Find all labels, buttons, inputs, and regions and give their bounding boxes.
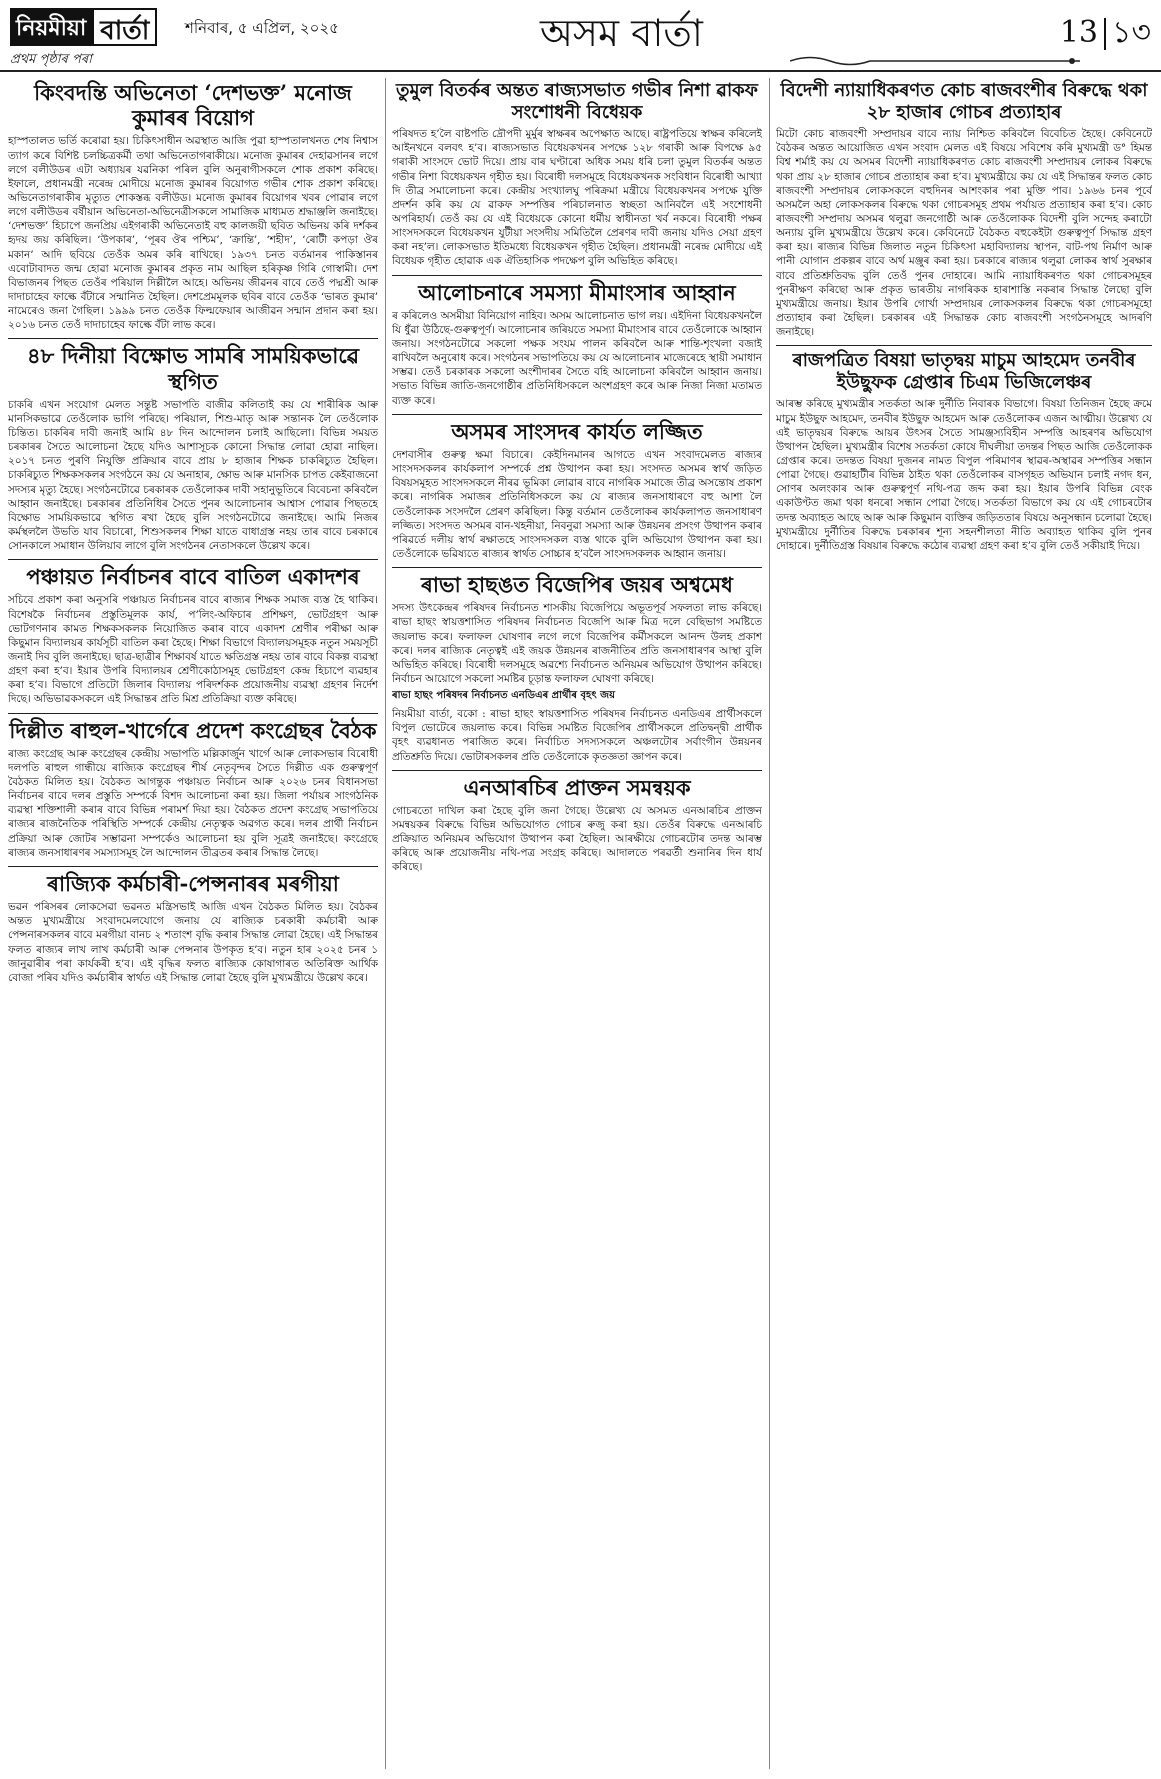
- article-waqf: [392, 80, 762, 269]
- article-divider: [392, 414, 762, 415]
- headline-bjp[interactable]: ৰাভা হাছঙত বিজেপিৰ জয়ৰ অশ্বমেধ: [421, 572, 733, 598]
- newspaper-logo[interactable]: [10, 8, 157, 46]
- page-number-latin: 13: [1059, 15, 1099, 50]
- body-pension: ভৱন পৰিসৰৰ লোকসেৱা ভৱনত মন্ত্ৰিসভাই আজি এখন বৈঠকত মিলিত হয়। বৈঠকৰ অন্তত মুখ্যমন্ত্ৰীয়ে সংবাদমেলযোগে জনায় যে ৰাজ্যিক চৰকাৰী কৰ্মচাৰী আৰু পেন্সনাৰসকলৰ বাবে মৰগীয়া বানচ ২ শতাংশ বৃদ্ধি কৰাৰ সিদ্ধান্ত লোৱা হৈছে। এই সিদ্ধান্তৰ ফলত ৰাজ্যৰ লাখ লাখ কৰ্মচাৰী আৰু পেন্সনাৰ উপকৃত হ’ব। নতুন হাৰ ২০২৫ চনৰ ১ জানুৱাৰীৰ পৰা কাৰ্যকৰী হ’ব। এই বৃদ্ধিৰ ফলত ৰাজ্যিক কোষাগাৰত অতিৰিক্ত আৰ্থিক বোজা পৰিব যদিও কৰ্মচাৰীৰ স্বাৰ্থত এই সিদ্ধান্ত লোৱা হৈছে বুলি মুখ্যমন্ত্ৰীয়ে উল্লেখ কৰে।: [8, 901, 378, 984]
- headline-pension[interactable]: ৰাজ্যিক কৰ্মচাৰী-পেন্সনাৰৰ মৰগীয়া: [47, 870, 339, 896]
- headline-tanveer[interactable]: ৰাজপত্ৰিত বিষয়া ভাতৃদ্বয় মাচুম আহমেদ তনবীৰ ইউছুফক গ্ৰেপ্তাৰ চিএম ভিজিলেঞ্চৰ: [792, 350, 1136, 393]
- headline-panchayat[interactable]: পঞ্চায়ত নিৰ্বাচনৰ বাবে বাতিল একাদশৰ: [26, 564, 360, 590]
- article-congress: [8, 718, 378, 860]
- body-manoj: হাস্পতালত ভৰ্তি কৰোৱা হয়। চিকিৎসাধীন অৱস্থাত আজি পুৱা হাস্পতালখনত শেষ নিশ্বাস ত্যাগ কৰে বিশিষ্ট চলচ্চিত্ৰকৰ্মী তথা অভিনেতাগৰাকীয়ে। মনোজ কুমাৰৰ দেহাৱসানৰ লগে লগে বলীউডৰ এটা অধ্যায়ৰ যৱনিকা পৰিল বুলি অনুৰাগীসকলে শোক প্ৰকাশ কৰিছে। ইফালে, প্ৰধানমন্ত্ৰী নৰেন্দ্ৰ মোদীয়ে মনোজ কুমাৰৰ বিয়োগত গভীৰ শোক প্ৰকাশ কৰিছে। অভিনেতাগৰাকীৰ মৃত্যুত শোকস্তব্ধ বলীউড। মনোজ কুমাৰৰ বিয়োগৰ খবৰ পোৱাৰ লগে লগে বলীউডৰ বৰ্ষীয়ান অভিনেতা-অভিনেত্ৰীসকলে সামাজিক মাধ্যমত শ্ৰদ্ধাঞ্জলি জনাইছে। ‘দেশভক্ত’ হিচাপে জনপ্ৰিয় এইগৰাকী অভিনেতাই বহু কালজয়ী ছবিত অভিনয় কৰি দৰ্শকৰ হৃদয় জয় কৰিছিল। ‘উপকাৰ’, ‘পূৰব ঔৰ পশ্চিম’, ‘ক্ৰান্তি’, ‘শহীদ’, ‘ৰোটী কপড়া ঔৰ মকান’ আদি ছবিয়ে তেওঁক অমৰ কৰি ৰাখিছে। ১৯৩৭ চনত বৰ্তমানৰ পাকিস্তানৰ এবোটাবাদত জন্ম হোৱা মনোজ কুমাৰৰ প্ৰকৃত নাম আছিল হৰিকৃষ্ণ গিৰি গোস্বামী। দেশ বিভাজনৰ পিছত তেওঁৰ পৰিয়াল দিল্লীলৈ আহে। অভিনয় জীৱনৰ বাবে তেওঁ পদ্মশ্ৰী আৰু দাদাচাহেব ফাল্কে বঁটাৰে সন্মানিত হৈছিল। দেশপ্ৰেমমূলক ছবিৰ বাবে তেওঁক ‘ভাৰত কুমাৰ’ নামেৰেও জনা গৈছিল। ১৯৯৯ চনত তেওঁক ফিল্মফেয়াৰ আজীৱন সন্মান প্ৰদান কৰা হয়। ২০১৬ চনত তেওঁ দাদাচাহেব ফাল্কে বঁটা লাভ কৰে।: [8, 135, 378, 332]
- article-manoj: [8, 80, 378, 332]
- continued-label: প্ৰথম পৃষ্ঠাৰ পৰা: [10, 52, 92, 67]
- subhead-bjp: ৰাভা হাছং পৰিষদৰ নিৰ্বাচনত এনডিএৰ প্ৰাৰ্থীৰ বৃহৎ জয়: [392, 690, 615, 702]
- headline-nrc[interactable]: এনআৰচিৰ প্ৰাক্তন সমন্বয়ক: [463, 774, 691, 800]
- article-mps: [392, 419, 762, 561]
- logo-part1: নিয়মীয়া: [10, 8, 92, 46]
- article-bjp: [392, 572, 762, 764]
- article-panchayat: [8, 564, 378, 706]
- body-waqf: পৰিষদত হ’লৈ বাষ্টপতি দ্ৰৌপদী মুৰ্মুৰ স্বাক্ষৰৰ অপেক্ষাত আছে। ৰাষ্ট্ৰপতিয়ে স্বাক্ষৰ কৰিলেই আইনখনে বলবৎ হ’ব। ৰাজ্যসভাত বিধেয়কখনৰ সপক্ষে ১২৮ গৰাকী আৰু বিপক্ষে ৯৫ গৰাকী সাংসদে ভোট দিয়ে। প্ৰায় বাৰ ঘণ্টাৰো অধিক সময় ধৰি চলা তুমুল বিতৰ্কৰ অন্তত গভীৰ নিশা বিধেয়কখন গৃহীত হয়। বিৰোধী দলসমূহে বিধেয়কখনক সংবিধান বিৰোধী আখ্যা দি তীব্ৰ সমালোচনা কৰে। কেন্দ্ৰীয় সংখ্যালঘু পৰিক্ৰমা মন্ত্ৰীয়ে বিধেয়কখনৰ সপক্ষে যুক্তি প্ৰদৰ্শন কৰি কয় যে ৱাকফ সম্পত্তিৰ পৰিচালনাত স্বচ্ছতা আনিবলৈ এই সংশোধনী অপৰিহাৰ্য। তেওঁ কয় যে এই বিধেয়কে কোনো ধৰ্মীয় স্বাধীনতা খৰ্ব নকৰে। বিৰোধী পক্ষৰ সাংসদসকলে বিধেয়কখন যুটীয়া সংসদীয় সমিতিলৈ প্ৰেৰণৰ দাবী জনায় যদিও সেয়া গ্ৰহণ কৰা নহ’ল। লোকসভাত ইতিমধ্যে বিধেয়কখন গৃহীত হৈছিল। প্ৰধানমন্ত্ৰী নৰেন্দ্ৰ মোদীয়ে এই বিধেয়ক গৃহীত হোৱাক এক ঐতিহাসিক পদক্ষেপ বুলি অভিহিত কৰিছে।: [392, 128, 762, 268]
- column-middle: [392, 78, 762, 1769]
- article-divider: [776, 345, 1152, 346]
- body-tanveer: আৰম্ভ কৰিছে মুখ্যমন্ত্ৰীৰ সতৰ্কতা আৰু দুৰ্নীতি নিবাৰক বিভাগে। বিষয়া তিনিজন হৈছে ক্ৰমে মাচুম ইউছুফ আহমেদ, তনবীৰ ইউছুফ আহমেদ আৰু তেওঁলোকৰ এজন আত্মীয়। উল্লেখ্য যে এই ভাতৃদ্বয়ৰ বিৰুদ্ধে আয়ৰ উৎসৰ সৈতে সামঞ্জস্যবিহীন সম্পত্তি আহৰণৰ অভিযোগ উত্থাপন হৈছিল। মুখ্যমন্ত্ৰীৰ বিশেষ সতৰ্কতা কোষে দীঘলীয়া তদন্তৰ পিছত আজি তেওঁলোকক গ্ৰেপ্তাৰ কৰে। তদন্তত বিষয়া দুজনৰ নামত বিপুল পৰিমাণৰ স্থাৱৰ-অস্থাৱৰ সম্পত্তিৰ সন্ধান পোৱা গৈছে। গুৱাহাটীৰ বিভিন্ন ঠাইত থকা তেওঁলোকৰ বাসগৃহত অভিযান চলাই নগদ ধন, সোণৰ অলংকাৰ আৰু গুৰুত্বপূৰ্ণ নথি-পত্ৰ জব্দ কৰা হয়। ইয়াৰ উপৰি বিভিন্ন বেংক একাউণ্টত জমা থকা ধনৰো সন্ধান পোৱা গৈছে। সতৰ্কতা বিভাগে কয় যে এই গোচৰটোৰ তদন্ত অব্যাহত আছে আৰু আৰু কিছুমান ব্যক্তিৰ জড়িততাৰ বিষয়ে অনুসন্ধান চলোৱা হৈছে। মুখ্যমন্ত্ৰীয়ে দুৰ্নীতিৰ বিৰুদ্ধে চৰকাৰৰ শূন্য সহনশীলতা নীতি অব্যাহত থাকিব বুলি পুনৰ দোহাৰে। দুৰ্নীতিগ্ৰস্ত বিষয়াৰ বিৰুদ্ধে কঠোৰ ব্যৱস্থা গ্ৰহণ কৰা হ’ব বুলি তেওঁ সকীয়াই দিয়ে।: [776, 398, 1152, 552]
- article-divider: [8, 866, 378, 867]
- headline-mps[interactable]: অসমৰ সাংসদৰ কাৰ্যত লজ্জিত: [451, 418, 703, 444]
- headline-tribunal[interactable]: বিদেশী ন্যায়াধিকৰণত কোচ ৰাজবংশীৰ বিৰুদ্ধে থকা ২৮ হাজাৰ গোচৰ প্ৰত্যাহাৰ: [780, 80, 1148, 123]
- body-nrc: গোচৰতো দাখিল কৰা হৈছে বুলি জনা গৈছে। উল্লেখ্য যে অসমত এনআৰচিৰ প্ৰাক্তন সমন্বয়কৰ বিৰুদ্ধে বিভিন্ন অভিযোগত গোচৰ ৰুজু কৰা হয়। তেওঁৰ বিৰুদ্ধে এনআৰচি প্ৰক্ৰিয়াত অনিয়মৰ অভিযোগ উত্থাপন কৰা হৈছিল। আৰক্ষীয়ে গোচৰটোৰ তদন্ত আৰম্ভ কৰিছে আৰু প্ৰয়োজনীয় নথি-পত্ৰ সংগ্ৰহ কৰিছে। আদালতে পৰৱৰ্তী শুনানিৰ দিন ধাৰ্য কৰিছে।: [392, 804, 762, 874]
- headline-manoj[interactable]: কিংবদন্তি অভিনেতা ‘দেশভক্ত’ মনোজ কুমাৰৰ বিয়োগ: [34, 80, 352, 131]
- article-divider: [8, 338, 378, 339]
- article-pension: [8, 871, 378, 985]
- article-tanveer: [776, 350, 1152, 553]
- article-tribunal: [776, 80, 1152, 339]
- body-meeting: ৰ কৰিলেও অসমীয়া বিনিয়োগ নাহিব। অসম আলোচনাত ভাগ লয়। এইদিনা বিধেয়কখনলৈ যি ধুঁৱা উঠিছে-গুৰুত্বপূৰ্ণ। আলোচনাৰ জৰিয়তে সমস্যা মীমাংসাৰ বাবে তেওঁলোকে আহ্বান জনায়। সংগঠনটোৱে সকলো পক্ষক সংযম পালন কৰিবলৈ আৰু শান্তি-শৃংখলা বজাই ৰাখিবলৈ অনুৰোধ কৰে। সংগঠনৰ সভাপতিয়ে কয় যে আলোচনাৰ মাজেৰেহে স্থায়ী সমাধান সম্ভৱ। তেওঁ চৰকাৰক সকলো অংশীদাৰৰ সৈতে বহি আলোচনা কৰিবলৈ আহ্বান জনায়। সভাত বিভিন্ন জাতি-জনগোষ্ঠীৰ প্ৰতিনিধিসকলে অংশগ্ৰহণ কৰে আৰু নিজা নিজা মতামত ব্যক্ত কৰে।: [392, 309, 762, 407]
- page-number-bengali: ১৩: [1112, 15, 1151, 50]
- article-divider: [392, 770, 762, 771]
- article-divider: [8, 713, 378, 714]
- body-mps: দেশবাসীৰ গুৰুত্ব ক্ষমা বিচাৰে। কেইদিনমানৰ আগতে এখন সংবাদমেলত ৰাজ্যৰ সাংসদসকলৰ কাৰ্যকলাপ সম্পৰ্কে প্ৰশ্ন উত্থাপন কৰা হয়। সংসদত অসমৰ স্বাৰ্থ জড়িত বিষয়সমূহত সাংসদসকলে নীৰৱ ভূমিকা লোৱাৰ বাবে নাগৰিক সমাজে তীব্ৰ অসন্তোষ প্ৰকাশ কৰে। নাগৰিক সমাজৰ প্ৰতিনিধিসকলে কয় যে ৰাজ্যৰ জনসাধাৰণে বহু আশা লৈ তেওঁলোকক সংসদলৈ প্ৰেৰণ কৰিছিল। কিন্তু বৰ্তমান তেওঁলোকৰ কাৰ্যকলাপত জনসাধাৰণ লজ্জিত। সংসদত অসমৰ বান-খহনীয়া, নিবনুৱা সমস্যা আৰু উন্নয়নৰ প্ৰসংগ উত্থাপন কৰাৰ পৰিৱৰ্তে দলীয় স্বাৰ্থ ৰক্ষাতহে সাংসদসকল ব্যস্ত থাকে বুলি অভিযোগ উত্থাপন কৰা হয়। তেওঁলোকে ভৱিষ্যতে ৰাজ্যৰ স্বাৰ্থত সোচ্চাৰ হ’বলৈ সাংসদসকলক আহ্বান জনায়।: [392, 448, 762, 560]
- headline-congress[interactable]: দিল্লীত ৰাহুল-খাৰ্গেৰে প্ৰদেশ কংগ্ৰেছৰ বৈঠক: [9, 717, 377, 743]
- headline-strike[interactable]: ৪৮ দিনীয়া বিক্ষোভ সামৰি সাময়িকভাৱে স্থগিত: [26, 343, 360, 394]
- issue-date: শনিবাৰ, ৫ এপ্ৰিল, ২০২৫: [185, 19, 339, 37]
- body-panchayat: সচিবে প্ৰকাশ কৰা অনুসৰি পঞ্চায়ত নিৰ্বাচনৰ বাবে ৰাজ্যৰ শিক্ষক সমাজ ব্যস্ত হৈ থাকিব। বিশেষকৈ নিৰ্বাচনৰ প্ৰস্তুতিমূলক কাৰ্য, প’লিং-অফিচাৰ প্ৰশিক্ষণ, ভোটগ্ৰহণ আৰু ভোটগণনাৰ কামত শিক্ষকসকলক নিয়োজিত কৰাৰ বাবে একাদশ শ্ৰেণীৰ পৰীক্ষা আৰু কিছুমান বিদ্যালয়ৰ কাৰ্যসূচী বাতিল কৰা হৈছে। শিক্ষা বিভাগে বিদ্যালয়সমূহক নতুন সময়সূচী জনাই দিব বুলি জনাইছে। ছাত্ৰ-ছাত্ৰীৰ শিক্ষাবৰ্ষ যাতে ক্ষতিগ্ৰস্ত নহয় তাৰ বাবে বিকল্প ব্যৱস্থা গ্ৰহণ কৰা হ’ব। ইয়াৰ উপৰি বিদ্যালয়ৰ শ্ৰেণীকোঠাসমূহ ভোটগ্ৰহণ কেন্দ্ৰ হিচাপে ব্যৱহাৰ কৰা হ’ব। বিভাগে প্ৰতিটো জিলাৰ বিদ্যালয় পৰিদৰ্শকক প্ৰয়োজনীয় ব্যৱস্থা গ্ৰহণৰ নিৰ্দেশ দিছে। অভিভাৱকসকলে এই সিদ্ধান্তৰ প্ৰতি মিশ্ৰ প্ৰতিক্ৰিয়া ব্যক্ত কৰিছে।: [8, 594, 378, 706]
- body-strike: চাকৰি এখন সংযোগ মেলত সন্তুষ্ট সভাপতি বাজীৱ কলিতাই কয় যে শাৰীৰিক আৰু মানসিকভাৱে তেওঁলোক ভাগি পৰিছে। পৰিয়াল, শিশু-মাতৃ আৰু সন্তানক লৈ তেওঁলোক চিন্তিত। চাকৰিৰ দাবী জনাই আমি ৪৮ দিন আন্দোলন চলাই আছিলো। বিভিন্ন সময়ত চৰকাৰৰ সৈতে আলোচনা হৈছে যদিও আশাসূচক কোনো সিদ্ধান্ত লোৱা হোৱা নাছিল। ২০১৭ চনত পুৰণি নিযুক্তি প্ৰক্ৰিয়াৰ বাবে প্ৰায় ৮ হাজাৰ শিক্ষক চাকৰিচ্যুত হৈছিল। চাকৰিচ্যুত শিক্ষকসকলৰ সংগঠনে কয় যে অনাহাৰ, ক্ষোভ আৰু মানসিক চাপত কেইবাজনো সদস্যৰ মৃত্যু হৈছে। সংগঠনটোৱে চৰকাৰক তেওঁলোকৰ দাবী সহানুভূতিৰে বিবেচনা কৰিবলৈ আহ্বান জনাইছে। চৰকাৰৰ প্ৰতিনিধিৰ সৈতে পুনৰ আলোচনাৰ আশ্বাস পোৱাৰ পিছতহে বিক্ষোভ সাময়িকভাৱে স্থগিত ৰখা হৈছে বুলি সংগঠনটোৱে জনাইছে। আমি নিজৰ কৰ্মস্থললৈ উভতি যাব বিচাৰো, শিশুসকলৰ শিক্ষা যাতে বাধাগ্ৰস্ত নহয় তাৰ বাবে চৰকাৰে সোনকালে সমাধান উলিয়াব লাগে বুলি সংগঠনৰ নেতাসকলে উল্লেখ কৰে।: [8, 398, 378, 553]
- body-tribunal: মিটো কোচ ৰাজবংশী সম্প্ৰদায়ৰ বাবে ন্যায় নিশ্চিত কৰিবলৈ বিবেচিত হৈছে। কেবিনেটে বৈঠকৰ অন্তত আয়োজিত এখন সংবাদ মেলত এই বিষয়ে সবিশেষ কৰি মুখ্যমন্ত্ৰী ড° হিমন্ত বিশ্ব শৰ্মাই কয় যে অসমৰ বিদেশী ন্যায়াধিকৰণত কোচ ৰাজবংশী সম্প্ৰদায়ৰ লোকৰ বিৰুদ্ধে থকা প্ৰায় ২৮ হাজাৰ গোচৰ প্ৰত্যাহাৰ কৰা হ’ব। মুখ্যমন্ত্ৰীয়ে কয় যে এই সিদ্ধান্তৰ ফলত কোচ ৰাজবংশী সম্প্ৰদায়ৰ লোকসকলে বহুদিনৰ আশংকাৰ পৰা মুক্তি পাব। ১৯৬৬ চনৰ পূৰ্বে অসমলৈ অহা লোকসকলৰ বিৰুদ্ধে থকা গোচৰসমূহ প্ৰথম পৰ্যায়ত প্ৰত্যাহাৰ কৰা হ’ব। কোচ ৰাজবংশী সম্প্ৰদায় অসমৰ থলুৱা জনগোষ্ঠী আৰু তেওঁলোকক বিদেশী বুলি সন্দেহ কৰাটো অন্যায় বুলি মুখ্যমন্ত্ৰীয়ে উল্লেখ কৰে। কেবিনেটে বৈঠকত বহুকেইটা গুৰুত্বপূৰ্ণ সিদ্ধান্ত গ্ৰহণ কৰা হয়। ৰাজ্যৰ বিভিন্ন জিলাত নতুন চিকিৎসা মহাবিদ্যালয় স্থাপন, বাট-পথ নিৰ্মাণ আৰু পানী যোগান প্ৰকল্পৰ বাবে অৰ্থ মঞ্জুৰ কৰা হয়। চৰকাৰে ৰাজ্যৰ থলুৱা লোকৰ স্বাৰ্থ সুৰক্ষাৰ বাবে প্ৰতিশ্ৰুতিবদ্ধ বুলি তেওঁ পুনৰ দোহাৰে। আমি ন্যায়াধিকৰণত থকা গোচৰসমূহৰ পুনৰীক্ষণ কৰিছো আৰু প্ৰকৃত ভাৰতীয় নাগৰিকক হাৰাশাস্তি নকৰাৰ সিদ্ধান্ত লৈছো বুলি মুখ্যমন্ত্ৰীয়ে জনায়। ইয়াৰ উপৰি গোৰ্খা সম্প্ৰদায়ৰ লোকসকলৰ বিৰুদ্ধে থকা গোচৰসমূহো প্ৰত্যাহাৰ কৰা হৈছিল। চৰকাৰৰ এই সিদ্ধান্তক কোচ ৰাজবংশী সংগঠনসমূহে আদৰণি জনাইছে।: [776, 128, 1152, 339]
- column-divider: [385, 78, 386, 1769]
- body-congress: ৰাজ্য কংগ্ৰেছ আৰু কংগ্ৰেছৰ কেন্দ্ৰীয় সভাপতি মল্লিকাৰ্জুন খাৰ্গে আৰু লোকসভাৰ বিৰোধী দলপতি ৰাহুল গান্ধীয়ে ৰাজ্যিক কংগ্ৰেছৰ শীৰ্ষ নেতৃবৃন্দৰ সৈতে দিল্লীত এক গুৰুত্বপূৰ্ণ বৈঠকত মিলিত হয়। বৈঠকত আগন্তুক পঞ্চায়ত নিৰ্বাচন আৰু ২০২৬ চনৰ বিধানসভা নিৰ্বাচনৰ বাবে দলৰ প্ৰস্তুতি সম্পৰ্কে বিশদ আলোচনা কৰা হয়। জিলা পৰ্যায়ৰ সাংগঠনিক ব্যৱস্থা শক্তিশালী কৰাৰ বাবে বিভিন্ন পৰামৰ্শ দিয়া হয়। বৈঠকত প্ৰদেশ কংগ্ৰেছ সভাপতিয়ে ৰাজ্যৰ ৰাজনৈতিক পৰিস্থিতি সম্পৰ্কে কেন্দ্ৰীয় নেতৃত্বক অৱগত কৰে। দলৰ প্ৰাৰ্থী নিৰ্বাচন প্ৰক্ৰিয়া আৰু জোটৰ সম্ভাৱনা সম্পৰ্কেও আলোচনা হয় বুলি সূত্ৰই জনাইছে। কংগ্ৰেছে ৰাজ্যৰ জনসাধাৰণৰ সমস্যাসমূহ লৈ আন্দোলন তীব্ৰতৰ কৰাৰ সিদ্ধান্ত লৈছে।: [8, 747, 378, 859]
- article-strike: [8, 343, 378, 553]
- column-right: [776, 78, 1152, 1769]
- section-title: অসম বার্তা: [540, 11, 703, 55]
- article-divider: [8, 559, 378, 560]
- body-bjp: সদস্য উৎকেন্দ্ৰৰ পৰিষদৰ নিৰ্বাচনত শাসকীয় বিজেপিয়ে অভূতপূৰ্ব সফলতা লাভ কৰিছে। ৰাভা হাছং স্বায়ত্তশাসিত পৰিষদৰ নিৰ্বাচনত বিজেপি আৰু মিত্ৰ দলে বেছিভাগ সমষ্টিতে জয়লাভ কৰে। ফলাফল ঘোষণাৰ লগে লগে বিজেপিৰ কৰ্মীসকলে আনন্দ উলহ প্ৰকাশ কৰে। দলৰ ৰাজ্যিক নেতৃত্বই এই জয়ক উন্নয়নৰ ৰাজনীতিৰ প্ৰতি জনসাধাৰণৰ আস্থা বুলি অভিহিত কৰিছে। বিৰোধী দলসমূহে অৱশ্যে নিৰ্বাচনত অনিয়মৰ অভিযোগ উত্থাপন কৰিছে। নিৰ্বাচন আয়োগে সকলো সমষ্টিৰ চূড়ান্ত ফলাফল ঘোষণা কৰিছে।: [392, 602, 762, 685]
- article-meeting: [392, 280, 762, 408]
- headline-waqf[interactable]: তুমুল বিতৰ্কৰ অন্তত ৰাজ্যসভাত গভীৰ নিশা ৱাকফ সংশোধনী বিধেয়ক: [396, 80, 758, 123]
- article-divider: [392, 567, 762, 568]
- page-number: [1060, 8, 1151, 59]
- headline-meeting[interactable]: আলোচনাৰে সমস্যা মীমাংসাৰ আহ্বান: [418, 279, 736, 305]
- column-divider: [769, 78, 770, 1769]
- article-nrc: [392, 775, 762, 875]
- body-bjp-2: নিয়মীয়া বাৰ্তা, বকো : ৰাভা হাছং স্বায়ত্তশাসিত পৰিষদৰ নিৰ্বাচনত এনডিএৰ প্ৰাৰ্থীসকলে বিপুল ভোটেৰে জয়লাভ কৰে। বিভিন্ন সমষ্টিত বিজেপিৰ প্ৰাৰ্থীসকলে প্ৰতিদ্বন্দ্বী প্ৰাৰ্থীক বৃহৎ ব্যৱধানত পৰাজিত কৰে। নিৰ্বাচিত সদস্যসকলে অঞ্চলটোৰ সৰ্বাংগীন উন্নয়নৰ প্ৰতিশ্ৰুতি দিয়ে। ভোটাৰসকলৰ প্ৰতি তেওঁলোকে কৃতজ্ঞতা জ্ঞাপন কৰে।: [392, 708, 762, 763]
- article-divider: [392, 275, 762, 276]
- ornament-divider-icon: [790, 54, 1080, 68]
- page-number-divider: [1104, 18, 1106, 50]
- logo-part2: বার্তা: [92, 8, 157, 46]
- masthead: [0, 0, 1161, 72]
- column-left: [8, 78, 378, 1769]
